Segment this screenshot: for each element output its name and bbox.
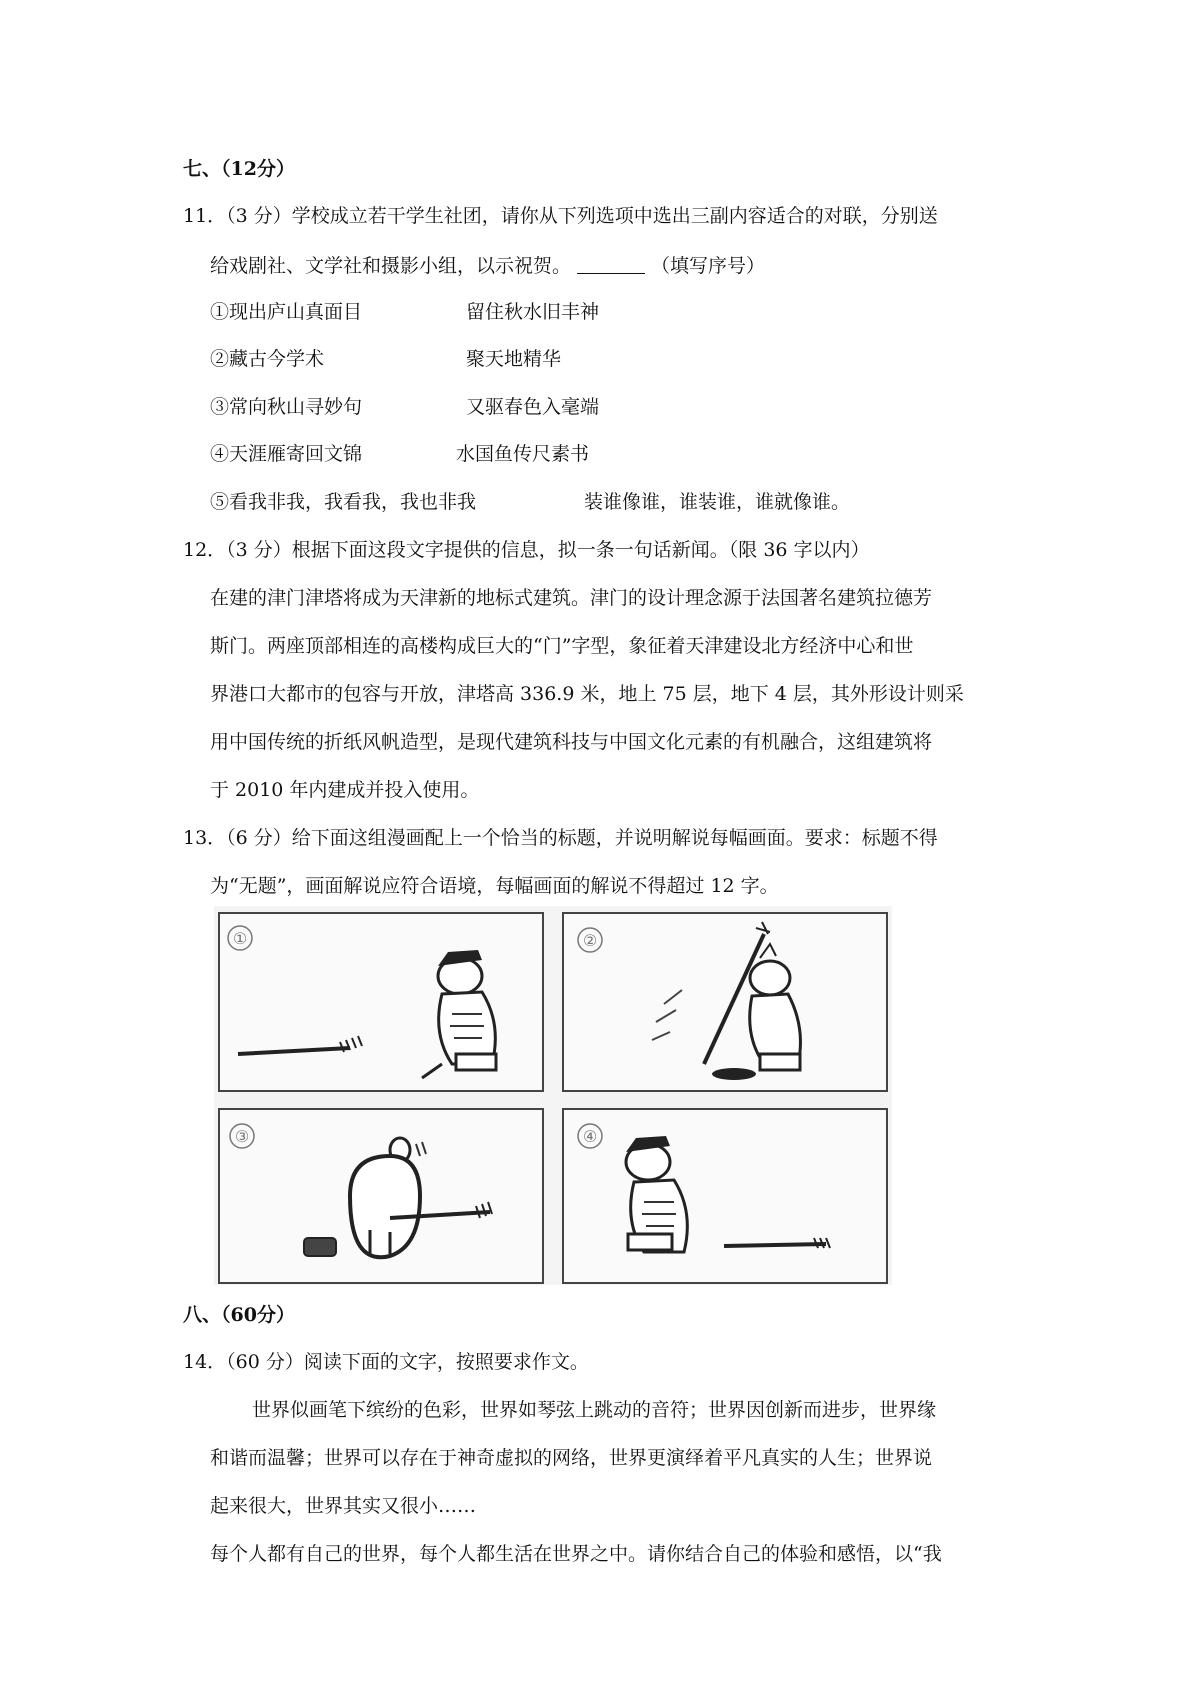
q14-para-4: 每个人都有自己的世界，每个人都生活在世界之中。请你结合自己的体验和感悟，以“我 xyxy=(210,1543,942,1565)
q12-para-1: 在建的津门津塔将成为天津新的地标式建筑。津门的设计理念源于法国著名建筑拉德芳 xyxy=(210,587,933,609)
q11-line1: 11．（3 分）学校成立若干学生社团，请你从下列选项中选出三副内容适合的对联，分别送 xyxy=(183,205,938,227)
q11-option-5-right: 装谁像谁，谁装谁，谁就像谁。 xyxy=(584,491,851,513)
q12-para-2: 斯门。两座顶部相连的高楼构成巨大的“门”字型，象征着天津建设北方经济中心和世 xyxy=(210,635,914,657)
section8-heading: 八、（60分） xyxy=(183,1304,295,1326)
q11-option-1-left: ①现出庐山真面目 xyxy=(210,301,363,323)
q12-para-5: 于 2010 年内建成并投入使用。 xyxy=(210,779,480,801)
comic-panel-1 xyxy=(218,912,544,1092)
q11-option-4-left: ④天涯雁寄回文锦 xyxy=(210,443,363,465)
comic-panel-2-drawing xyxy=(564,914,886,1090)
q11-option-1-right: 留住秋水旧丰神 xyxy=(466,301,600,323)
q11-line2 xyxy=(210,255,765,276)
q14-line1: 14．（60 分）阅读下面的文字，按照要求作文。 xyxy=(183,1351,589,1373)
q12-para-3: 界港口大都市的包容与开放，津塔高 336.9 米，地上 75 层，地下 4 层，其外形设计则采 xyxy=(210,683,964,705)
q13-line2: 为“无题”，画面解说应符合语境，每幅画面的解说不得超过 12 字。 xyxy=(210,875,779,897)
panel-4-number: ④ xyxy=(582,1127,598,1146)
panel-2-number: ② xyxy=(582,931,598,950)
q14-para-1: 世界似画笔下缤纷的色彩，世界如琴弦上跳动的音符；世界因创新而进步，世界缘 xyxy=(252,1399,937,1421)
comic-panel-2 xyxy=(562,912,888,1092)
comic-strip xyxy=(214,906,892,1285)
q11-line2-b: （填写序号） xyxy=(651,255,766,277)
comic-panel-3 xyxy=(218,1108,544,1284)
q11-option-3-left: ③常向秋山寻妙句 xyxy=(210,396,363,418)
q11-option-4-right: 水国鱼传尺素书 xyxy=(456,443,590,465)
panel-1-number: ① xyxy=(232,929,248,948)
comic-panel-3-drawing xyxy=(220,1110,542,1282)
q14-para-3: 起来很大，世界其实又很小…… xyxy=(210,1495,477,1517)
q12-para-4: 用中国传统的折纸风帆造型，是现代建筑科技与中国文化元素的有机融合，这组建筑将 xyxy=(210,731,933,753)
comic-panel-4-drawing xyxy=(564,1110,886,1282)
q12-line1: 12．（3 分）根据下面这段文字提供的信息，拟一条一句话新闻。（限 36 字以内） xyxy=(183,539,870,561)
panel-3-number: ③ xyxy=(234,1127,250,1146)
q11-option-3-right: 又驱春色入毫端 xyxy=(466,396,600,418)
q11-option-5-left: ⑤看我非我，我看我，我也非我 xyxy=(210,491,477,513)
q14-para-2: 和谐而温馨；世界可以存在于神奇虚拟的网络，世界更演绎着平凡真实的人生；世界说 xyxy=(210,1447,933,1469)
q11-option-2-right: 聚天地精华 xyxy=(466,348,562,370)
q11-line2-a: 给戏剧社、文学社和摄影小组，以示祝贺。 xyxy=(210,255,572,277)
comic-panel-4 xyxy=(562,1108,888,1284)
answer-blank[interactable] xyxy=(577,255,645,274)
section7-heading: 七、（12分） xyxy=(183,158,295,180)
q13-line1: 13．（6 分）给下面这组漫画配上一个恰当的标题，并说明解说每幅画面。要求：标题不得 xyxy=(183,827,938,849)
q11-option-2-left: ②藏古今学术 xyxy=(210,348,325,370)
comic-panel-1-drawing xyxy=(220,914,542,1090)
